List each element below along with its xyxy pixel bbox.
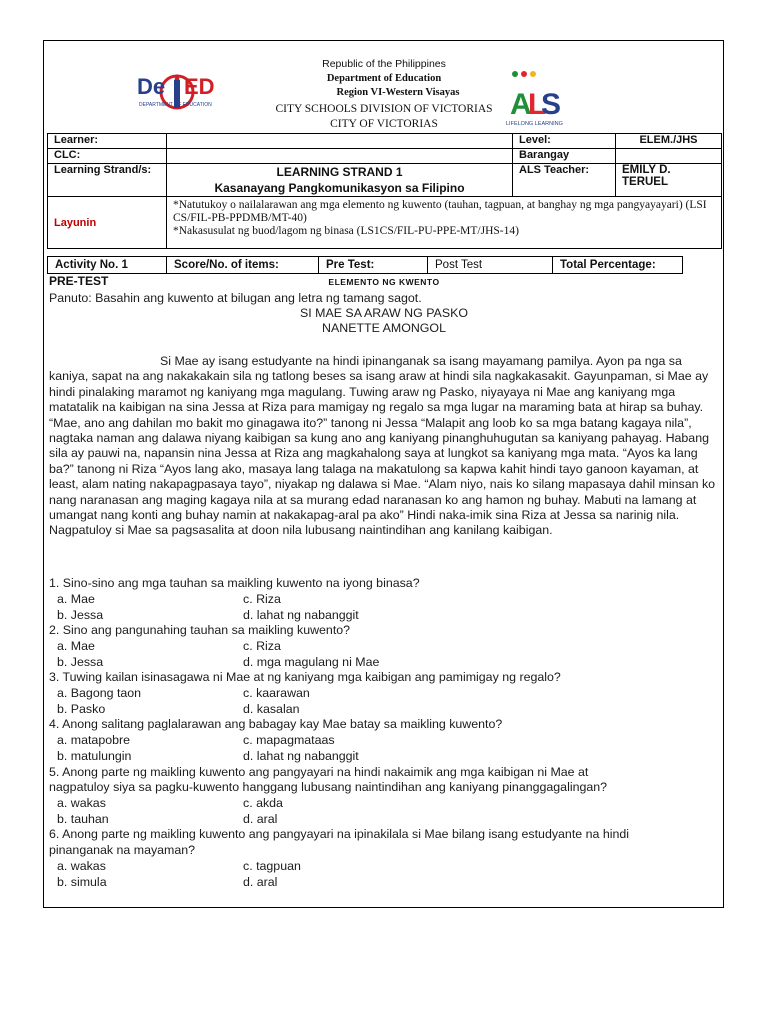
choice-3b[interactable]: b. Pasko [57,702,106,716]
learner-label: Learner: [48,134,167,149]
svg-text:L: L [528,88,547,121]
svg-text:S: S [541,88,562,121]
question-1: 1. Sino-sino ang mga tauhan sa maikling kuwento na iyong binasa? [49,576,420,590]
pre-test-cell: Pre Test: [319,257,428,274]
choice-6d[interactable]: d. aral [243,875,278,889]
choice-1d[interactable]: d. lahat ng nabanggit [243,608,359,622]
layunin-label: Layunin [48,197,167,249]
learner-field[interactable] [167,134,513,149]
total-percentage: Total Percentage: [553,257,683,274]
objective-2: *Nakasusulat ng buod/lagom ng binasa (LS1CS/FIL-PU-PPE-MT/JHS-14) [173,225,519,237]
svg-text:ED: ED [184,74,215,99]
question-4: 4. Anong salitang paglalarawan ang babagay kay Mae batay sa maikling kuwento? [49,717,503,731]
choice-4a[interactable]: a. matapobre [57,733,131,747]
question-6-line-2: pinanganak na mayaman? [49,843,196,857]
story-text: Si Mae ay isang estudyante na hindi ipinanganak sa isang mayamang pamilya. Ayon pa nga sa kaniya, sapat na ang nakakakain sila ng tatlong beses sa isang araw at hindi sila nagkakasakit. Gayunpaman, si Mae ay hindi pinalaking maramot ng kaniyang mga magulang. Tuwing araw ng Pasko, niyayaya ni Mae ang kaniyang mga matatalik na kaibigan na sina Jessa at Riza para mamigay ng regalo sa mga lugar na maraming bata at hirap sa buhay. “Mae, ano ang dahilan mo bakit mo ginagawa ito?” tanong ni Jessa “Malapit ang loob ko sa mga batang kagaya nila”, nagtaka naman ang dalawa niyang kaibigan sa kung ano ang kaniyang pinanghuhugutan sa kaniyang pahayag. Habang sila ay pauwi na, napansin nina Jessa at Riza ang magkahalong saya at lungkot sa kaniyang mga mata. “Ayos ka lang ba?” tanong ni Riza “Ayos lang ako, masaya lang talaga na makatulong sa kapwa kahit hindi tayo ganoon kayaman, at least, alam nating nakapagpasaya tayo”, niyakap ng dalawa si Mae. “Alam niyo, nais ko silang mapasaya dahil minsan ko nang naranasan ang maging kagaya nila at sa murang edad naranasan ko ang hamon ng buhay. Mabuti na lamang at umangat nang konti ang buhay namin at nakakapag-aral pa ako” Hindi naka-imik sina Riza at Jessa sa narinig nila. Nagpatuloy si Mae sa pagsasalita at doon nila lubusang naintindihan ang kanilang kaibigan. [49,354,716,538]
strand-label: Learning Strand/s: [48,164,167,197]
choice-6a[interactable]: a. wakas [57,859,106,873]
pretest-label: PRE-TEST [49,274,109,288]
score-items: Score/No. of items: [167,257,319,274]
choice-4b[interactable]: b. matulungin [57,749,132,763]
choice-2b[interactable]: b. Jessa [57,655,104,669]
department-line: Department of Education [326,73,442,84]
svg-text:A: A [510,88,532,121]
question-2: 2. Sino ang pangunahing tauhan sa maikling kuwento? [49,623,351,637]
als-logo [508,70,568,134]
story-author: NANETTE AMONGOL [322,321,446,335]
choice-2a[interactable]: a. Mae [57,639,95,653]
choice-6c[interactable]: c. tagpuan [243,859,301,873]
barangay-label: Barangay [513,149,616,164]
choice-4d[interactable]: d. lahat ng nabanggit [243,749,359,763]
choice-4c[interactable]: c. mapagmataas [243,733,335,747]
choice-3a[interactable]: a. Bagong taon [57,686,142,700]
story-paragraph [49,354,719,539]
als-logo-sub: LIFELONG LEARNING [506,121,563,127]
region-line: Region VI-Western Visayas [336,87,460,98]
choice-5b[interactable]: b. tauhan [57,812,109,826]
level-label: Level: [513,134,616,149]
svg-text:De: De [137,74,166,99]
question-6-line-1: 6. Anong parte ng maikling kuwento ang pangyayari na ipinakilala si Mae bilang isang estudyante na hindi [49,827,629,841]
deped-logo-sub: DEPARTMENT OF EDUCATION [139,102,212,108]
division-line: CITY SCHOOLS DIVISION OF VICTORIAS [275,103,493,115]
activity-score-row [47,256,683,274]
level-value: ELEM./JHS [616,134,722,149]
choice-5c[interactable]: c. akda [243,796,283,810]
choice-5a[interactable]: a. wakas [57,796,106,810]
instruction: Panuto: Basahin ang kuwento at bilugan ang letra ng tamang sagot. [49,291,422,305]
post-test-cell: Post Test [428,257,553,274]
learner-info-table [47,133,722,249]
question-3: 3. Tuwing kailan isinasagawa ni Mae at ng kaniyang mga kaibigan ang pamimigay ng regalo? [49,670,561,684]
strand-subtitle: Kasanayang Pangkomunikasyon sa Filipino [214,181,465,195]
teacher-label: ALS Teacher: [513,164,616,197]
barangay-field[interactable] [616,149,722,164]
activity-number: Activity No. 1 [48,257,167,274]
republic-line: Republic of the Philippines [322,58,446,70]
story-title: SI MAE SA ARAW NG PASKO [299,306,468,320]
clc-label: CLC: [48,149,167,164]
city-line: CITY OF VICTORIAS [330,118,438,130]
teacher-value: EMILY D. TERUEL [616,164,722,197]
choice-1c[interactable]: c. Riza [243,592,281,606]
element-heading: ELEMENTO NG KWENTO [328,277,440,287]
question-5-line-1: 5. Anong parte ng maikling kuwento ang pangyayari na hindi nakaimik ang mga kaibigan ni Mae at [49,765,589,779]
choice-1b[interactable]: b. Jessa [57,608,104,622]
strand-title: LEARNING STRAND 1 [276,165,403,179]
question-5-line-2: nagpatuloy siya sa pagku-kuwento hanggang lubusang naintindihan ang kaniyang pinanggagalingan? [49,780,608,794]
choice-3c[interactable]: c. kaarawan [243,686,310,700]
choice-1a[interactable]: a. Mae [57,592,95,606]
choice-5d[interactable]: d. aral [243,812,278,826]
choice-3d[interactable]: d. kasalan [243,702,300,716]
choice-2c[interactable]: c. Riza [243,639,281,653]
choice-2d[interactable]: d. mga magulang ni Mae [243,655,380,669]
objective-1: *Natutukoy o nailalarawan ang mga elemento ng kuwento (tauhan, tagpuan, at banghay ng mga pangyayayari) (LSI CS/FIL-PB-PPDMB/MT-40) [173,199,707,224]
clc-field[interactable] [167,149,513,164]
choice-6b[interactable]: b. simula [57,875,107,889]
